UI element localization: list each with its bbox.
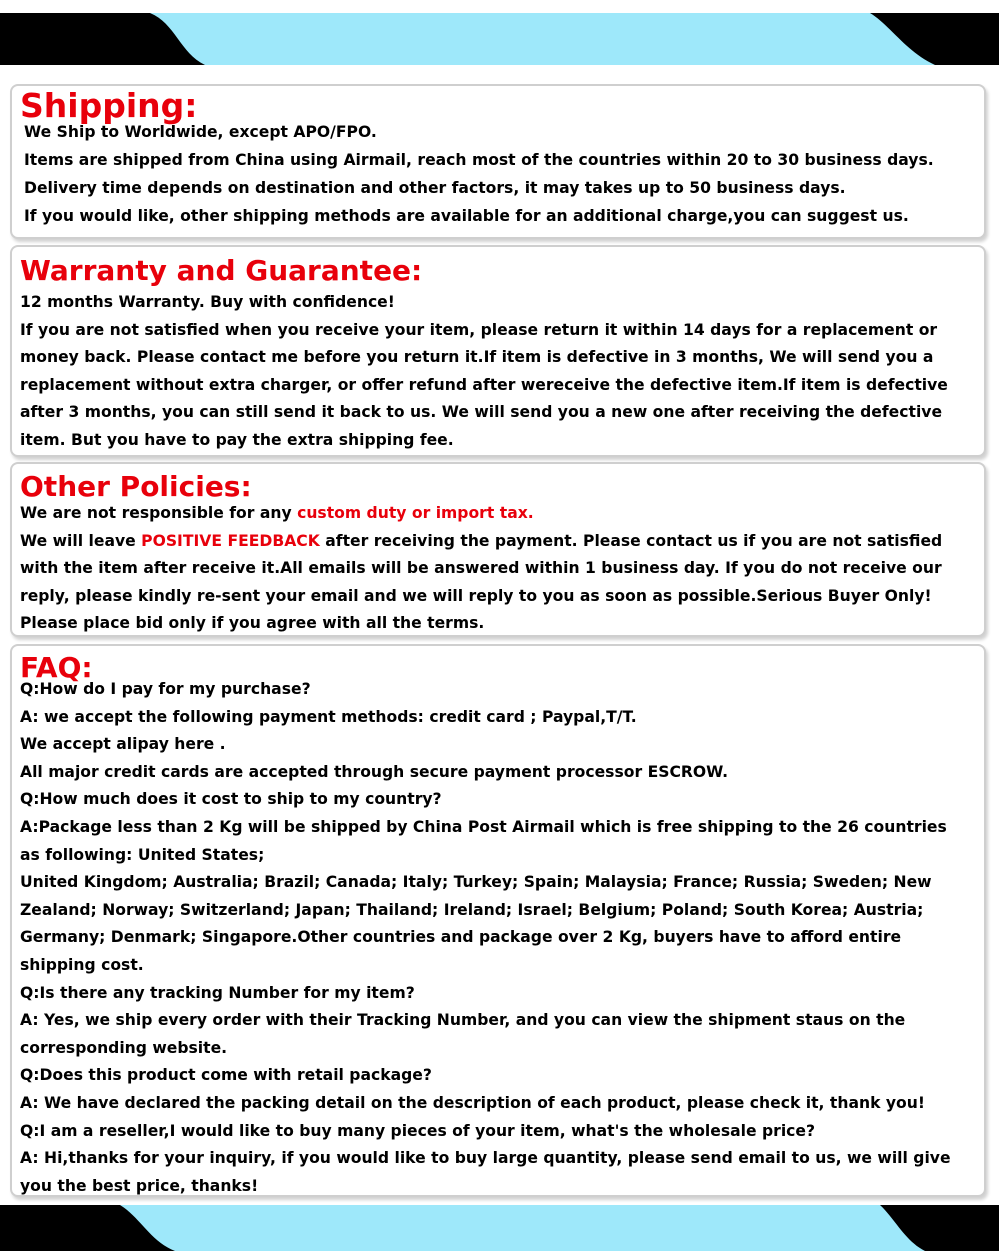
warranty-line: If you are not satisfied when you receive your item, please return it within 14 days for a replacement or [20,320,938,339]
faq-answer: Zealand; Norway; Switzerland; Japan; Thailand; Ireland; Israel; Belgium; Poland; South Korea; Austria; [20,900,924,919]
positive-feedback-highlight: POSITIVE FEEDBACK [141,531,320,550]
faq-section [10,644,986,1197]
shipping-text [24,118,980,230]
warranty-line: item. But you have to pay the extra shipping fee. [20,430,454,449]
faq-question: Q:Does this product come with retail package? [20,1066,432,1085]
faq-answer: United Kingdom; Australia; Brazil; Canada; Italy; Turkey; Spain; Malaysia; France; Russia; Sweden; New [20,873,932,892]
faq-answer: shipping cost. [20,955,144,974]
warranty-line: 12 months Warranty. Buy with confidence! [20,293,395,311]
faq-answer: A: We have declared the packing detail on the description of each product, please check it, thank you! [20,1093,925,1112]
policies-line-text: after receiving the payment. Please contact us if you are not satisfied [319,531,943,550]
other-policies-heading: Other Policies: [20,470,252,503]
policies-line: with the item after receive it.All emails will be answered within 1 business day. If you do not receive our [20,559,942,578]
faq-answer: All major credit cards are accepted through secure payment processor ESCROW. [20,762,729,781]
warranty-line: replacement without extra charger, or offer refund after wereceive the defective item.If item is defective [20,375,948,394]
faq-answer: Germany; Denmark; Singapore.Other countries and package over 2 Kg, buyers have to afford entire [20,928,902,947]
shipping-heading: Shipping: [20,86,198,125]
warranty-line: after 3 months, you can still send it back to us. We will send you a new one after receiving the defective [20,403,943,422]
policies-line: Please place bid only if you agree with all the terms. [20,614,485,633]
faq-answer: A: Hi,thanks for your inquiry, if you would like to buy large quantity, please send email to us, we will give [20,1149,951,1168]
policies-line [20,500,980,528]
shipping-section [10,84,986,239]
faq-question: Q:How do I pay for my purchase? [20,680,311,698]
warranty-text [20,289,980,455]
faq-answer: A: Yes, we ship every order with their Tracking Number, and you can view the shipment staus on the [20,1011,906,1030]
faq-question: Q:Is there any tracking Number for my item? [20,983,415,1002]
faq-text [20,676,980,1200]
faq-answer: A: we accept the following payment methods: credit card ; Paypal,T/T. [20,707,637,726]
faq-question: Q:I am a reseller,I would like to buy many pieces of your item, what's the wholesale price? [20,1121,816,1140]
policies-line-text: We are not responsible for any [20,504,298,522]
other-policies-text [20,500,980,638]
top-decorative-band [0,13,999,65]
policies-line [20,528,980,556]
warranty-section [10,245,986,457]
faq-answer: as following: United States; [20,845,265,864]
faq-answer: you the best price, thanks! [20,1176,259,1195]
warranty-heading: Warranty and Guarantee: [20,254,423,287]
custom-duty-highlight: custom duty or import tax. [297,504,534,522]
faq-answer: A:Package less than 2 Kg will be shipped by China Post Airmail which is free shipping to the 26 countries [20,817,947,836]
bottom-decorative-band [0,1205,999,1251]
policies-line-text: We will leave [20,531,142,550]
shipping-line: Delivery time depends on destination and other factors, it may takes up to 50 business days. [24,179,846,197]
faq-question: Q:How much does it cost to ship to my country? [20,790,442,809]
policies-line: reply, please kindly re-sent your email and we will reply to you as soon as possible.Serious Buyer Only! [20,586,932,605]
shipping-line: If you would like, other shipping methods are available for an additional charge,you can suggest us. [24,207,909,225]
shipping-line: We Ship to Worldwide, except APO/FPO. [24,123,377,141]
other-policies-section [10,462,986,637]
faq-heading: FAQ: [20,651,93,684]
faq-answer: We accept alipay here . [20,735,226,754]
shipping-line: Items are shipped from China using Airmail, reach most of the countries within 20 to 30 business days. [24,151,934,169]
faq-answer: corresponding website. [20,1038,228,1057]
warranty-line: money back. Please contact me before you return it.If item is defective in 3 months, We will send you a [20,348,934,367]
